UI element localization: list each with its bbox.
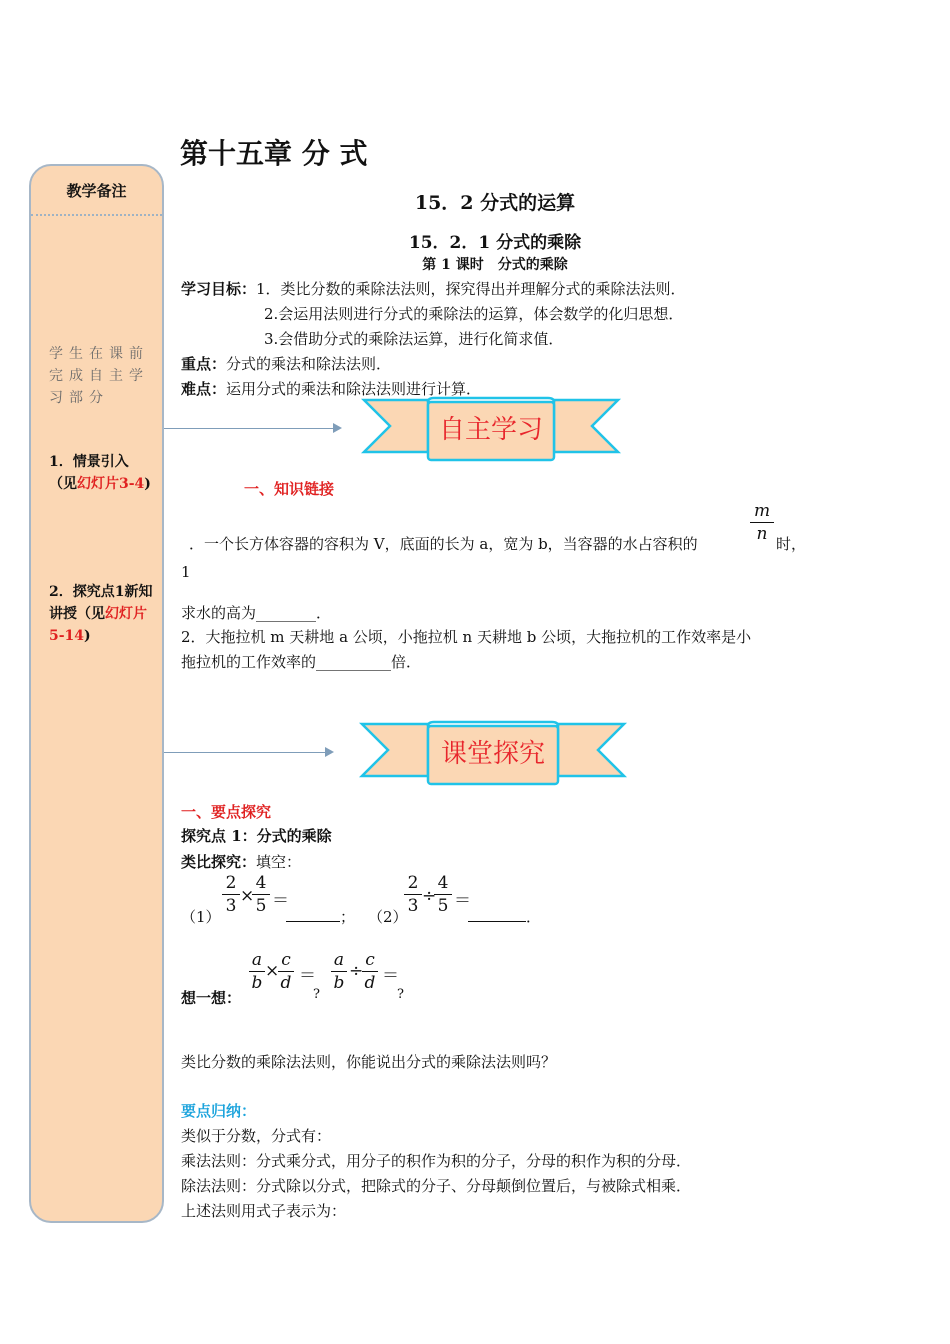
problem-2-label: （2） (368, 908, 408, 926)
think-label: 想一想： (181, 989, 242, 1007)
fraction-bar (434, 894, 452, 895)
fraction-a-over-b-2 (331, 951, 347, 992)
numerator: 4 (255, 873, 267, 893)
sidebar-item-intro-prefix: 1．情景引入（见 (49, 454, 129, 492)
multiply-sign: × (240, 886, 255, 906)
summary-line-3: 除法法则：分式除以分式，把除式的分子、分母颠倒位置后，与被除式相乘． (181, 1177, 692, 1195)
denominator: d (280, 973, 292, 993)
fraction-c-over-d (278, 951, 294, 992)
answer-blank (286, 921, 340, 922)
sidebar-item-explore-slides: 幻灯片5-14 (49, 606, 147, 644)
numerator: a (251, 950, 263, 970)
fraction-2-over-3 (222, 874, 240, 915)
fraction-m-numerator: m (753, 501, 771, 521)
numerator: c (281, 950, 291, 970)
numerator: 2 (225, 873, 237, 893)
class-explore-banner-label: 课堂探究 (440, 739, 546, 769)
fraction-bar (278, 971, 294, 972)
sidebar-item-intro-suffix: ) (144, 476, 151, 492)
sidebar-item-explore (49, 581, 154, 647)
equals-sign: ＝ (272, 891, 289, 911)
explore-heading: 一、要点探究 (181, 803, 272, 821)
analogy-label: 类比探究： (181, 853, 257, 871)
explore-point-1: 探究点 1：分式的乘除 (181, 827, 332, 845)
denominator: 3 (407, 896, 419, 916)
fraction-c-over-d-2 (362, 951, 378, 992)
summary-line-2: 乘法法则：分式乘分式，用分子的积作为积的分子，分母的积作为积的分母． (181, 1152, 692, 1170)
denominator: 3 (225, 896, 237, 916)
numerator: 2 (407, 873, 419, 893)
arrow-head-2 (325, 747, 334, 757)
class-explore-banner (358, 720, 628, 786)
arrow-head-1 (333, 423, 342, 433)
key-point-text: 分式的乘法和除法法则． (226, 355, 392, 373)
problem-2-answer-blank (468, 906, 541, 927)
denominator: b (251, 973, 263, 993)
teaching-notes-sidebar (29, 164, 164, 1223)
problem-1-tail: ； (340, 908, 356, 926)
sidebar-item-explore-suffix: ) (84, 628, 91, 644)
question-1-line-1: ．一个长方体容器的容积为 V，底面的长为 a，宽为 b，当容器的水占容积的 (189, 535, 698, 553)
sidebar-divider (31, 214, 162, 216)
key-point-label: 重点： (181, 355, 227, 373)
question-mark: ? (313, 987, 320, 1002)
fraction-bar (362, 971, 378, 972)
question-1-line-2: 求水的高为________． (181, 604, 332, 622)
sidebar-note: 学生在课前完成自主学习部分 (49, 346, 149, 406)
fraction-n-denominator: n (756, 524, 768, 544)
knowledge-link-heading: 一、知识链接 (244, 480, 335, 498)
summary-heading: 要点归纳： (181, 1102, 257, 1120)
subsection-title: 15．2．1 分式的乘除 (408, 233, 582, 253)
analogy-text: 填空： (256, 853, 302, 871)
sidebar-item-intro (49, 451, 154, 495)
analogy-explore (181, 851, 301, 872)
question-mark: ? (397, 987, 404, 1002)
fraction-2-over-3-b (404, 874, 422, 915)
multiply-sign: × (265, 961, 280, 981)
divide-sign: ÷ (349, 961, 364, 981)
denominator: 5 (437, 896, 449, 916)
problem-2-tail: ． (526, 908, 542, 926)
problem-1-answer-blank (286, 906, 355, 927)
fraction-bar (252, 894, 270, 895)
denominator: d (364, 973, 376, 993)
difficulty-label: 难点： (181, 380, 227, 398)
equals-sign: ＝ (454, 891, 471, 911)
denominator: 5 (255, 896, 267, 916)
fraction-4-over-5-b (434, 874, 452, 915)
fraction-m-over-n (750, 502, 774, 543)
learning-goal-1 (181, 278, 686, 299)
summary-line-4: 上述法则用式子表示为： (181, 1202, 347, 1220)
question-1-number: 1 (181, 563, 191, 581)
fraction-bar (249, 971, 265, 972)
answer-blank (468, 921, 526, 922)
fraction-bar (750, 522, 774, 523)
sidebar-item-explore-prefix: 2．探究点1新知讲授（见 (49, 584, 153, 622)
sidebar-item-intro-slides: 幻灯片3-4 (77, 476, 145, 492)
learning-goal-2: 2.会运用法则进行分式的乘除法的运算，体会数学的化归思想． (264, 305, 684, 323)
numerator: a (333, 950, 345, 970)
learning-goals-label: 学习目标： (181, 280, 257, 298)
numerator: 4 (437, 873, 449, 893)
learning-goal-3: 3.会借助分式的乘除法运算，进行化简求值． (264, 330, 564, 348)
key-point (181, 353, 391, 374)
numerator: c (365, 950, 375, 970)
question-2-line-2: 拖拉机的工作效率的__________倍． (181, 653, 422, 671)
equals-sign: ＝ (382, 966, 399, 986)
chapter-title: 第十五章 分 式 (180, 137, 368, 170)
fraction-bar (331, 971, 347, 972)
divide-sign: ÷ (422, 886, 437, 906)
equals-sign: ＝ (299, 966, 316, 986)
learning-goal-1-text: 1．类比分数的乘除法法则，探究得出并理解分式的乘除法法则． (256, 280, 686, 298)
question-1-tail: 时， (776, 535, 807, 553)
sidebar-title: 教学备注 (66, 182, 127, 200)
fraction-bar (222, 894, 240, 895)
self-study-banner-label: 自主学习 (438, 415, 544, 445)
lesson-title: 第 1 课时 分式的乘除 (422, 257, 568, 273)
fraction-bar (404, 894, 422, 895)
problem-1-label: （1） (181, 908, 221, 926)
arrow-to-self-study (164, 428, 334, 429)
arrow-to-class-explore (164, 752, 326, 753)
analogy-question: 类比分数的乘除法法则，你能说出分式的乘除法法则吗？ (181, 1053, 557, 1071)
self-study-banner (360, 396, 622, 462)
question-2-line-1: 2．大拖拉机 m 天耕地 a 公顷，小拖拉机 n 天耕地 b 公顷，大拖拉机的工作效率是小 (181, 628, 752, 646)
difficulty-text: 运用分式的乘法和除法法则进行计算． (226, 380, 482, 398)
section-title: 15．2 分式的运算 (414, 192, 576, 214)
fraction-a-over-b (249, 951, 265, 992)
fraction-4-over-5 (252, 874, 270, 915)
summary-line-1: 类似于分数，分式有： (181, 1127, 332, 1145)
denominator: b (333, 973, 345, 993)
